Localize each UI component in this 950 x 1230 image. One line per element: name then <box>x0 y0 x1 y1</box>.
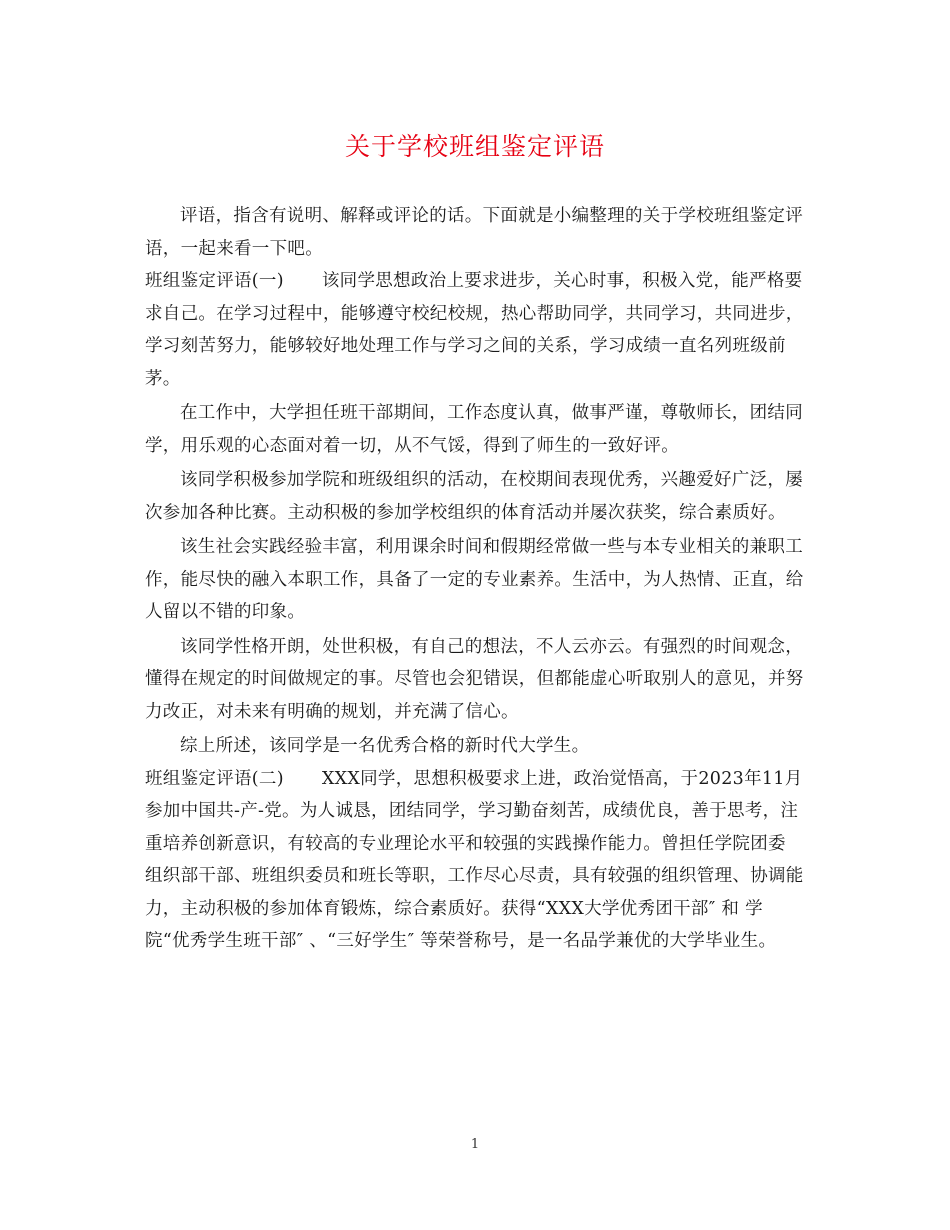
section2-first-text: XXX同学，思想积极要求上进，政治觉悟高，于2023年11月 参加中国共-产-党。为人诚恳，团结同学，学习勤奋刻苦，成绩优良，善于思考，注重培养创新意识，有较高的专业理论水平和较强的实践操作能力。曾担任学院团委 组织部干部、班组织委员和班长等职，工作尽心尽责，具有较强的组织管理、协调能力，主动积极的参加体育锻炼，综合素质好。获得“XXX大学优秀团干部″ 和 学院“优秀学生班干部″ 、“三好学生″ 等荣誉称号，是一名品学兼优的大学毕业生。 <box>145 768 804 951</box>
section1-paragraph: 在工作中，大学担任班干部期间，工作态度认真，做事严谨，尊敬师长，团结同学，用乐观的心态面对着一切，从不气馁，得到了师生的一致好评。 <box>145 403 803 456</box>
section2-label: 班组鉴定评语(二) <box>145 768 284 789</box>
page-number: 1 <box>470 1137 480 1152</box>
section1-paragraph: 该生社会实践经验丰富，利用课余时间和假期经常做一些与本专业相关的兼职工作，能尽快的融入本职工作，具备了一定的专业素养。生活中，为人热情、正直，给人留以不错的印象。 <box>145 537 804 622</box>
intro-paragraph: 评语，指含有说明、解释或评论的话。下面就是小编整理的关于学校班组鉴定评语，一起来看一下吧。 <box>145 206 803 259</box>
section1-paragraph: 该同学性格开朗，处世积极，有自己的想法，不人云亦云。有强烈的时间观念，懂得在规定的时间做规定的事。尽管也会犯错误，但都能虚心听取别人的意见，并努力改正，对未来有明确的规划，并充满了信心。 <box>145 636 804 722</box>
section1-first-paragraph <box>145 265 805 395</box>
section1-paragraph: 该同学积极参加学院和班级组织的活动，在校期间表现优秀，兴趣爱好广泛，屡次参加各种比赛。主动积极的参加学校组织的体育活动并屡次获奖，综合素质好。 <box>145 470 803 523</box>
section1-first-text: 该同学思想政治上要求进步，关心时事，积极入党，能严格要求自己。在学习过程中，能够遵守校纪校规，热心帮助同学，共同学习，共同进步，学习刻苦努力，能够较好地处理工作与学习之间的关系，学习成绩一直名列班级前茅。 <box>145 271 804 389</box>
section1-paragraph: 综上所述，该同学是一名优秀合格的新时代大学生。 <box>180 736 590 756</box>
document-title: 关于学校班组鉴定评语 <box>344 132 605 161</box>
section2-first-paragraph <box>145 763 805 958</box>
section1-label: 班组鉴定评语(一) <box>145 271 284 291</box>
document-body <box>145 200 805 958</box>
